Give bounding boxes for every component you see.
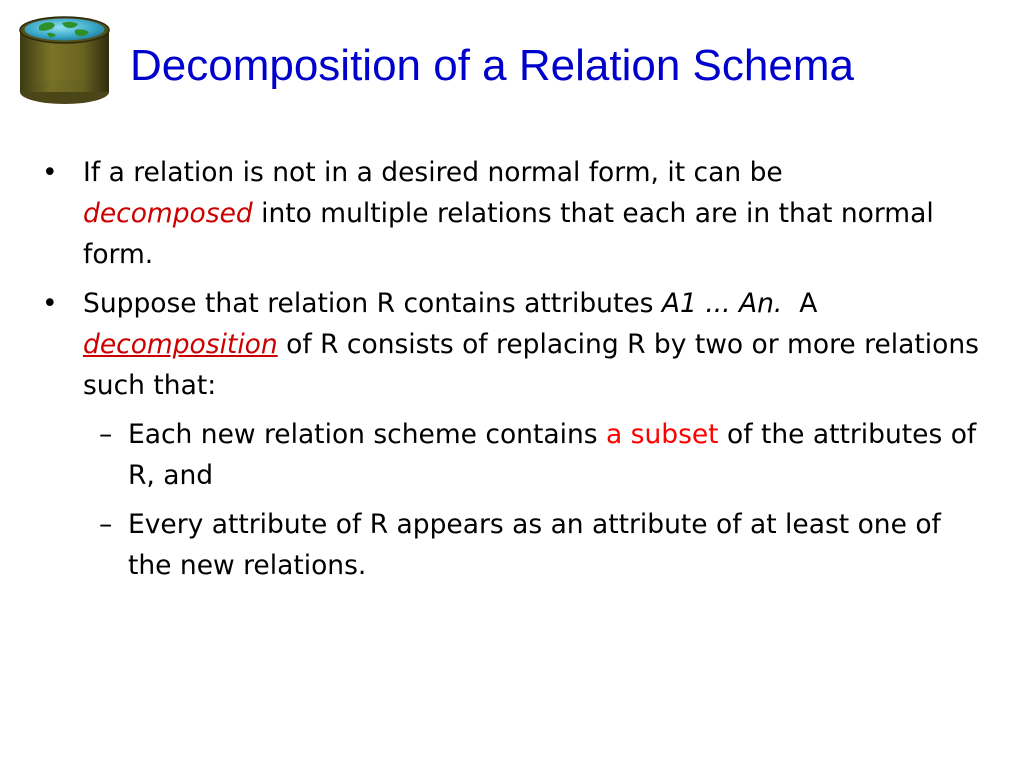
bullet-marker: • — [42, 288, 58, 319]
sub-bullet-text: Each new relation scheme contains — [128, 419, 606, 450]
sub-bullet-text: Every attribute of R appears as an attribute of at least one of the new relations. — [128, 509, 941, 581]
bullet-item — [40, 152, 980, 275]
bullet-text: of R consists of replacing R by two or more relations such that: — [83, 329, 979, 401]
slide-body — [40, 152, 980, 594]
term-decomposition: decomposition — [83, 329, 278, 360]
bullet-text: If a relation is not in a desired normal form, it can be — [83, 157, 783, 188]
sub-bullet-item — [40, 414, 980, 496]
sub-bullet-marker: – — [99, 509, 113, 540]
database-globe-icon — [17, 14, 112, 106]
highlight-a-subset: a subset — [605, 419, 719, 450]
bullet-text: A — [782, 288, 818, 319]
bullet-item — [40, 283, 980, 406]
bullet-marker: • — [42, 157, 58, 188]
sub-bullet-text: of the attributes of R, and — [128, 419, 977, 491]
slide-title: Decomposition of a Relation Schema — [130, 41, 854, 90]
term-decomposed: decomposed — [83, 198, 253, 229]
bullet-text: Suppose that relation R contains attributes — [83, 288, 662, 319]
sub-bullet-marker: – — [99, 419, 113, 450]
attribute-list: A1 ... An. — [661, 288, 783, 319]
bullet-text: into multiple relations that each are in that normal form. — [83, 198, 934, 270]
sub-bullet-item — [40, 504, 980, 586]
